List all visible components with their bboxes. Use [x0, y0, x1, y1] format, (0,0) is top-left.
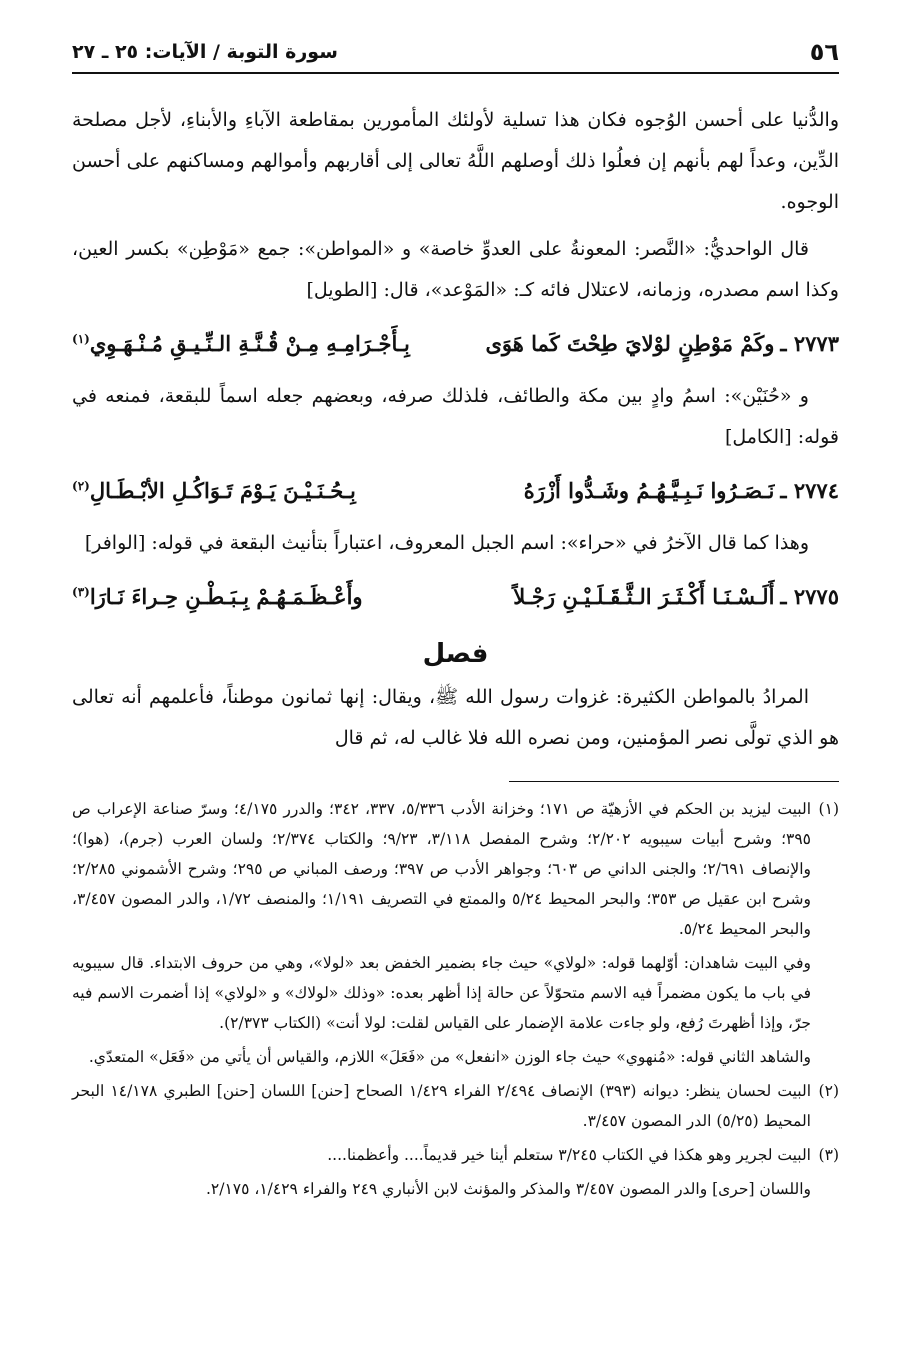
footnote-text: البيت ليزيد بن الحكم في الأزهيّة ص ١٧١؛ وخزانة الأدب ٥/٣٣٦، ٣٣٧، ٣٤٢؛ والدرر ٤/١٧٥؛ وسرّ صناعة الإعراب ص ٣٩٥؛ وشرح أبيات سيبويه ٢/٢٠٢؛ وشرح المفصل ٣/١١٨، ٩/٢٣؛ والكتاب ٢/٣٧٤؛ ولسان العرب (جرم)، (هوا)؛ والإنصاف ٢/٦٩١؛ والجنى الداني ص ٦٠٣؛ وجواهر الأدب ص ٣٩٧؛ ورصف المباني ص ٢٩٥؛ وشرح الأشموني ٢/٢٨٥؛ وشرح ابن عقيل ص ٣٥٣؛ والبحر المحيط ٥/٢٤ والممتع في التصريف ١/١٩١؛ والمنصف ١/٧٢، والدر المصون ٣/٤٥٧، والبحر المحيط ٥/٢٤.	[72, 800, 811, 938]
verse-hemistich-1: نَـصَـرُوا نَـبِـيَّـهُـمُ وشَـدُّوا أَزْرَهُ	[523, 478, 775, 503]
footnotes	[72, 794, 839, 1204]
verse-hemistich-1: وكَمْ مَوْطِنٍ لوْلايَ طِحْتَ كَما هَوَى	[485, 331, 775, 356]
verse-hemistich-2-text: بِـحُـنَـيْـنَ يَـوْمَ تَـوَاكُـلِ الأبْـطَـالِ	[89, 478, 356, 503]
verse-hemistich-1: أَلَـسْـنَـا أَكْـثَـرَ الـثَّـقَـلَـيْـنِ رَجْـلاً	[513, 584, 775, 609]
verse-2775	[72, 570, 839, 619]
page-header	[72, 38, 839, 74]
verse-hemistich-2-text: وأَعْـظَـمَـهُـمْ بِـبَـطْـنِ حِـراءَ نَـارَا	[89, 584, 363, 609]
footnote-number: (٢)	[818, 1082, 839, 1100]
verse-number: ٢٧٧٣ ـ	[780, 331, 839, 356]
footnote-number: (٣)	[818, 1146, 839, 1164]
footnote-1-note-b: والشاهد الثاني قوله: «مُنهوي» حيث جاء الوزن «انفعل» من «فَعَلَ» اللازم، والقياس أن يأتي من «فَعَل» المتعدّي.	[88, 1048, 811, 1066]
section-title: فصل	[422, 639, 489, 669]
verse-hemistich-2	[72, 464, 423, 513]
paragraph-5: المرادُ بالمواطن الكثيرة: غزوات رسول الله ﷺ، ويقال: إنها ثمانون موطناً، فأعلمهم أنه تعالى هو الذي تولَّى نصر المؤمنين، ومن نصره الله فلا غالب له، ثم قال	[72, 686, 839, 749]
verse-hemistich-2	[72, 317, 423, 366]
footnote-divider	[509, 781, 839, 782]
paragraph-1: والدُّنيا على أحسن الوُجوه فكان هذا تسلية لأولئك المأمورين بمقاطعة الآباءِ والأبناءِ، لأجل مصلحة الدِّين، وعداً لهم بأنهم إن فعلُوا ذلك أوصلهم اللَّهُ تعالى إلى أقاربهم وأموالهم ومساكنهم على أحسن الوجوه.	[72, 109, 839, 213]
verse-hemistich-2	[72, 570, 423, 619]
footnote-1	[72, 794, 839, 944]
running-title: سورة التوبة / الآيات: ٢٥ ـ ٢٧	[72, 41, 338, 63]
paragraph-2: قال الواحديُّ: «النَّصر: المعونةُ على العدوِّ خاصة» و «المواطن»: جمع «مَوْطِن» بكسر العين، وكذا اسم مصدره، وزمانه، لاعتلال فائه كـ: «المَوْعد»، قال: [الطويل]	[72, 238, 839, 301]
verse-2773	[72, 317, 839, 366]
footnote-text: البيت لحسان ينظر: ديوانه (٣٩٣) الإنصاف ٢/٤٩٤ الفراء ١/٤٢٩ الصحاح [حنن] اللسان [حنن] الطبري ١٤/١٧٨ البحر المحيط (٥/٢٥) الدر المصون ٣/٤٥٧.	[72, 1082, 812, 1130]
paragraph-4: وهذا كما قال الآخرُ في «حراء»: اسم الجبل المعروف، اعتباراً بتأنيث البقعة في قوله: [الوافر]	[84, 532, 809, 554]
verse-number: ٢٧٧٤ ـ	[780, 478, 839, 503]
page-number: ٥٦	[809, 38, 839, 66]
footnote-ref[interactable]: (٢)	[72, 479, 90, 493]
footnote-3	[72, 1140, 839, 1170]
footnote-2	[72, 1076, 839, 1136]
footnote-ref[interactable]: (٣)	[72, 585, 90, 599]
footnote-1-note-a: وفي البيت شاهدان: أوّلهما قوله: «لولاي» حيث جاء بضمير الخفض بعد «لولا»، وهي من حروف الابتداء. قال سيبويه في باب ما يكون مضمراً فيه الاسم متحوّلاً عن حالة إذا أظهر بعده: «وذلك «لولاك» و «لولاي» إذا أضمرت الاسم فيه جرّ، وإذا أظهرتَ رُفع، ولو جاءت علامة الإضمار على القياس لقلت: لولا أنت» (الكتاب ٢/٣٧٣).	[72, 954, 811, 1032]
footnote-3-note-a: واللسان [حرى] والدر المصون ٣/٤٥٧ والمذكر والمؤنث لابن الأنباري ٢٤٩ والفراء ١/٤٢٩، ٢/١٧٥.	[205, 1180, 811, 1198]
footnote-text: البيت لجرير وهو هكذا في الكتاب ٣/٢٤٥ ستعلم أينا خير قديماً.... وأعظمنا....	[327, 1146, 811, 1164]
verse-hemistich-2-text: بِـأَجْـرَامِـهِ مِـنْ قُـنَّـةِ الـنِّـيـقِ مُـنْـهَـوِي	[89, 331, 410, 356]
verse-number: ٢٧٧٥ ـ	[780, 584, 839, 609]
footnote-number: (١)	[818, 800, 839, 818]
paragraph-3: و «حُنَيْن»: اسمُ وادٍ بين مكة والطائف، فلذلك صرفه، وبعضهم جعله اسماً للبقعة، فمنعه في قوله: [الكامل]	[72, 385, 839, 448]
footnote-ref[interactable]: (١)	[72, 332, 90, 346]
verse-2774	[72, 464, 839, 513]
